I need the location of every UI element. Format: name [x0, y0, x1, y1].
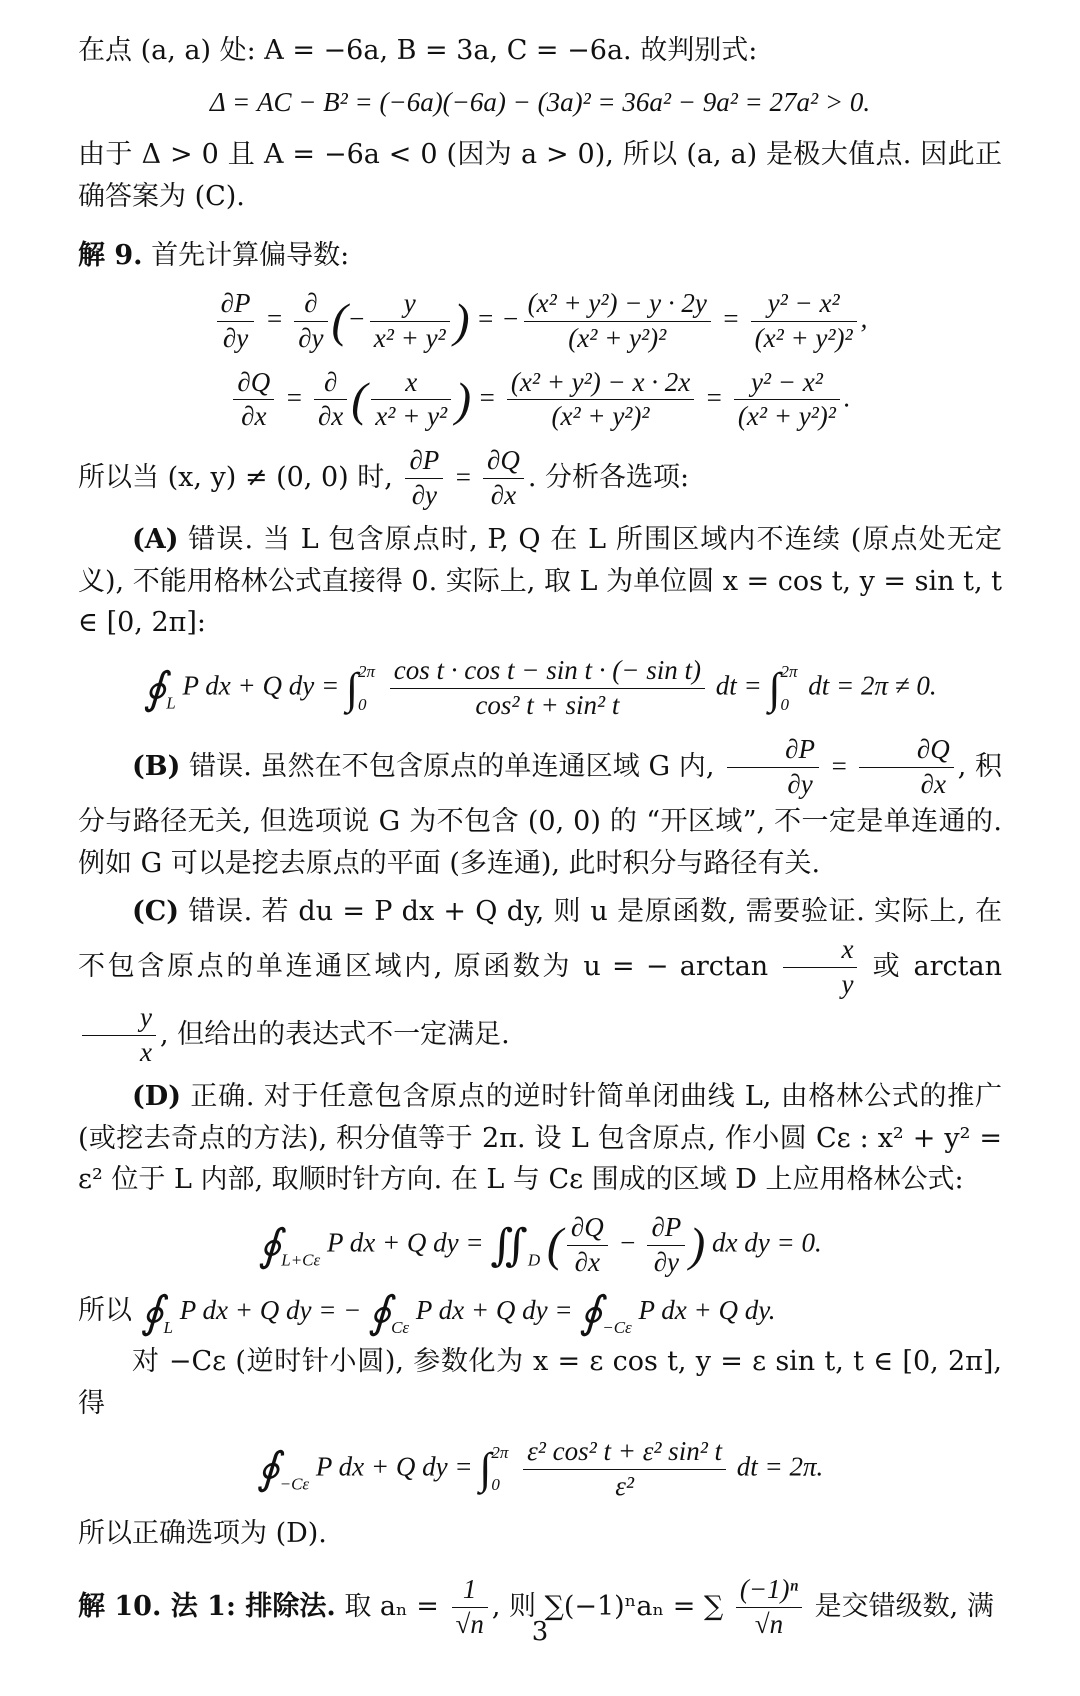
option-c: (C) 错误. 若 du = P dx + Q dy, 则 u 是原函数, 需要验证. 实际上, 在不包含原点的单连通区域内, 原函数为 u = − arctan $\frac{x}{y}$ 或 arctan $\frac{y}{x}$ , 但给出的表达式不一定满足. — [78, 891, 1002, 1070]
fraction: $\frac{\text{(x² + y²) − x · 2x}}{\text{(x² + y²)²}}$ — [507, 366, 694, 435]
fraction: $\frac{\partial Q}{\partial x}$ — [483, 444, 524, 513]
fraction: $\frac{\text{(−1)ⁿ}}{√n}$ — [736, 1573, 802, 1642]
option-d: (D) 正确. 对于任意包含原点的逆时针简单闭曲线 L, 由格林公式的推广 (或挖去奇点的方法), 积分值等于 2π. 设 L 包含原点, 作小圆 Cε : x² + y² = ε² 位于 L 内部, 取顺时针方向. 在 L 与 Cε 围成的区域 D 上应用格林公式: — [78, 1080, 1002, 1196]
option-a: (A) 错误. 当 L 包含原点时, P, Q 在 L 所围区域内不连续 (原点处无定义), 不能用格林公式直接得 0. 实际上, 取 L 为单位圆 x = cos t, y = sin t, t ∈ [0, 2π]: — [78, 523, 1002, 639]
text-line: 所以正确选项为 (D). — [78, 1518, 327, 1550]
page-number: 3 — [531, 1617, 549, 1647]
fraction: $\frac{x}{\text{x² + y²}}$ — [371, 366, 451, 435]
text-line: 在点 (a, a) 处: A = −6a, B = 3a, C = −6a. 故判别式: — [78, 35, 758, 66]
fraction: $\frac{y}{x}$ — [82, 1001, 156, 1070]
fraction: $\frac{\text{(x² + y²) − y · 2y}}{\text{(x² + y²)²}}$ — [524, 287, 711, 356]
equation-discriminant: Δ = AC − B² = (−6a)(−6a) − (3a)² = 36a² − 9a² = 27a² > 0. — [209, 86, 871, 117]
fraction: $\frac{\text{y² − x²}}{\text{(x² + y²)²}}$ — [734, 366, 840, 435]
fraction: $\frac{\partial P}{\partial y}$ — [217, 287, 255, 356]
equation-small-circle: $∮_{-C\varepsilon}$ P dx + Q dy = ∫2π 0 $\frac{\text{ε² cos² t + ε² sin² t}}{\text{ε²}}$ dt = 2π. — [78, 1435, 1002, 1504]
fraction: $\frac{\text{y² − x²}}{\text{(x² + y²)²}}$ — [751, 287, 857, 356]
solution-label: 解 9. — [78, 240, 143, 272]
fraction: $\frac{\partial}{\partial y}$ — [294, 287, 327, 356]
text-line: 所以当 (x, y) ≠ (0, 0) 时, $\frac{\partial P}{\partial y}$ = $\frac{\partial Q}{\partial x}$ . 分析各选项: — [78, 444, 1002, 513]
fraction: $\frac{1}{√n}$ — [452, 1573, 488, 1642]
equation-dP-dy: $\frac{\partial P}{\partial y}$ = $\frac{\partial}{\partial y}$ (− $\frac{y}{\text{x² + y²}}$ ) = − $\frac{\text{(x² + y²) − y · 2y}}{\text{(x² + y²)²}}$ = $\frac{\text{y² − x²}}{\text{(x² + y²)²}}$ , — [78, 287, 1002, 356]
fraction: $\frac{\partial P}{\partial y}$ — [727, 733, 819, 802]
fraction: $\frac{\partial P}{\partial y}$ — [405, 444, 443, 513]
text-line: 所以 $∮_L$ P dx + Q dy = − $∮_{C\varepsilon}$ P dx + Q dy = $∮_{-C\varepsilon}$ P dx + Q dy. — [78, 1287, 776, 1337]
fraction: $\frac{\partial P}{\partial y}$ — [647, 1211, 685, 1280]
fraction: $\frac{y}{\text{x² + y²}}$ — [370, 287, 450, 356]
fraction: $\frac{\text{cos t · cos t − sin t · (− sin t)}}{\text{cos² t + sin² t}}$ — [390, 654, 705, 723]
solution-10-heading: 解 10. 法 1: 排除法. 取 aₙ = $\frac{1}{√n}$ , 则 ∑(−1)ⁿaₙ = ∑ $\frac{\text{(−1)ⁿ}}{√n}$ 是交错级数, 满 — [78, 1573, 1002, 1642]
equation-green: $∮_{L+C\varepsilon}$ P dx + Q dy = $∬_D$ ( $\frac{\partial Q}{\partial x}$ − $\frac{\partial P}{\partial y}$ ) dx dy = 0. — [78, 1211, 1002, 1280]
fraction: $\frac{x}{y}$ — [783, 933, 857, 1002]
option-b: (B) 错误. 虽然在不包含原点的单连通区域 G 内, $\frac{\partial P}{\partial y}$ = $\frac{\partial Q}{\partial x}$ , 积分与路径无关, 但选项说 G 为不包含 (0, 0) 的 “开区域”, 不一定是单连通的. 例如 G 可以是挖去原点的平面 (多连通), 此时积分与路径有关. — [78, 733, 1002, 880]
solution-9-heading — [78, 235, 1002, 277]
equation-option-a: $∮_L$ P dx + Q dy = ∫2π 0 $\frac{\text{cos t · cos t − sin t · (− sin t)}}{\text{cos² t + sin² t}}$ dt = ∫2π 0 dt = 2π ≠ 0. — [78, 654, 1002, 723]
fraction: $\frac{\partial Q}{\partial x}$ — [859, 733, 954, 802]
fraction: $\frac{\partial}{\partial x}$ — [314, 366, 347, 435]
fraction: $\frac{\partial Q}{\partial x}$ — [233, 366, 274, 435]
paragraph: 由于 Δ > 0 且 A = −6a < 0 (因为 a > 0), 所以 (a, a) 是极大值点. 因此正确答案为 (C). — [78, 138, 1002, 212]
text: 首先计算偏导数: — [151, 240, 350, 272]
fraction: $\frac{\text{ε² cos² t + ε² sin² t}}{\text{ε²}}$ — [523, 1435, 726, 1504]
page-content — [78, 30, 1002, 1642]
equation-dQ-dx: $\frac{\partial Q}{\partial x}$ = $\frac{\partial}{\partial x}$ ( $\frac{x}{\text{x² + y²}}$ ) = $\frac{\text{(x² + y²) − x · 2x}}{\text{(x² + y²)²}}$ = $\frac{\text{y² − x²}}{\text{(x² + y²)²}}$ . — [78, 366, 1002, 435]
fraction: $\frac{\partial Q}{\partial x}$ — [567, 1211, 608, 1280]
text-line: 对 −Cε (逆时针小圆), 参数化为 x = ε cos t, y = ε sin t, t ∈ [0, 2π], 得 — [78, 1346, 1002, 1419]
